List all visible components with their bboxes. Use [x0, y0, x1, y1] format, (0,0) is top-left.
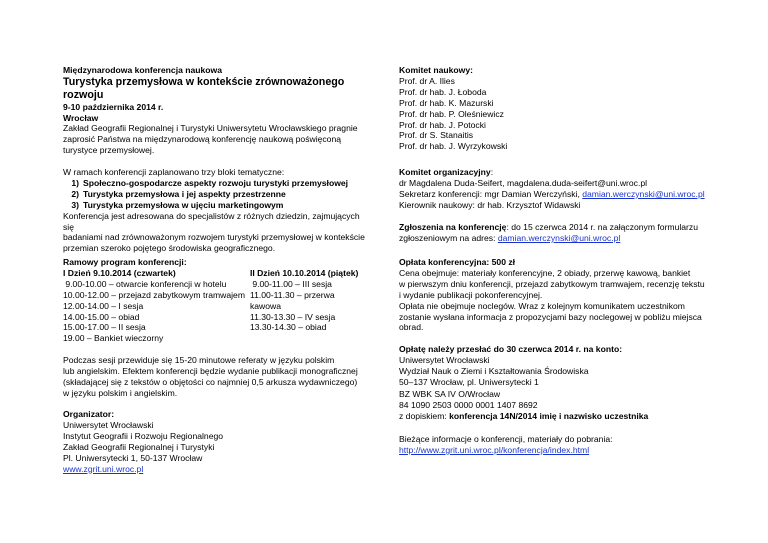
program-item: 9.00-10.00 – otwarcie konferencji w hotelu [63, 278, 227, 289]
thematic-block-item: 2) Turystyka przemysłowa i jej aspekty przestrzenne [71, 188, 286, 199]
organizer-line: Instytut Geografii i Rozwoju Regionalnego [63, 430, 224, 441]
program-item: 11.30-13.30 – IV sesja [249, 311, 336, 322]
registration-line: zgłoszeniowym na adres: damian.werczynski@uni.wroc.pl [399, 232, 621, 243]
intro-line: Zakład Geografii Regionalnej i Turystyki Uniwersytetu Wrocławskiego pragnie [63, 123, 358, 133]
thematic-blocks [63, 167, 368, 254]
fee-line: i wydanie publikacji pokonferencyjnej. [399, 289, 543, 300]
thematic-block-item: 1) Społeczno-gospodarcze aspekty rozwoju turystyki przemysłowej [71, 177, 349, 188]
committee-member: Prof. dr hab. J. Łoboda [399, 86, 487, 97]
registration-section [399, 222, 729, 244]
payment-line: Wydział Nauk o Ziemi i Kształtowania Środowiska [399, 365, 589, 376]
sessions-line: (składającej się z tekstów o objętości co najmniej 0,5 arkusza wydawniczego) [63, 376, 358, 387]
program-columns [63, 268, 368, 344]
program-section [63, 257, 368, 344]
payment-line: Uniwersytet Wrocławski [399, 354, 490, 365]
program-item: 9.00-11.00 – III sesja [249, 278, 332, 289]
fee-line: obrad. [399, 322, 424, 333]
committee-member: Prof. dr hab. P. Oleśniewicz [399, 108, 504, 119]
intro-paragraph [63, 123, 368, 156]
organizing-committee-heading: Komitet organizacyjny [399, 167, 491, 177]
conference-city: Wrocław [63, 112, 99, 123]
program-item: 12.00-14.00 – I sesja [63, 300, 144, 311]
day1-heading: I Dzień 9.10.2014 (czwartek) [63, 267, 176, 278]
organizer-line: Uniwersytet Wrocławski [63, 419, 154, 430]
conference-header [63, 65, 368, 124]
organizing-line: Kierownik naukowy: dr hab. Krzysztof Widawski [399, 199, 581, 210]
thematic-blocks-list [63, 178, 368, 211]
organizer-heading: Organizator: [63, 409, 115, 419]
thematic-blocks-intro: W ramach konferencji zaplanowano trzy bloki tematyczne: [63, 167, 285, 177]
intro-line: zaprosić Państwa na międzynarodową konferencję naukową poświęconą [63, 133, 342, 144]
committee-member: Prof. dr hab. K. Mazurski [399, 97, 494, 108]
fee-section [399, 257, 729, 333]
conference-type: Międzynarodowa konferencja naukowa [63, 65, 223, 75]
program-day2 [250, 268, 368, 344]
program-item: 14.00-15.00 – obiad [63, 311, 140, 322]
organizing-committee: Komitet organizacyjny: dr Magdalena Duda-Seifert, magdalena.duda-seifert@uni.wroc.pl Sekretarz konferencji: mgr Damian Werczyński, damian.werczynski@uni.wroc.pl Kierownik naukowy: dr hab. Krzysztof Widawski [399, 167, 729, 211]
conference-title: Turystyka przemysłowa w kontekście zrównoważonego rozwoju [63, 75, 345, 101]
info-text: Bieżące informacje o konferencji, materiały do pobrania: [399, 434, 613, 444]
bank-account: 84 1090 2503 0000 0001 1407 8692 [399, 399, 538, 410]
program-item: 11.00-11.30 – przerwa kawowa [249, 289, 335, 311]
fee-line: w pierwszym dniu konferencji, przejazd zabytkowym tramwajem, recenzję tekstu [399, 278, 705, 289]
organizer-section [63, 409, 368, 474]
fee-line: Cena obejmuje: materiały konferencyjne, 2 obiady, przerwę kawową, bankiet [399, 267, 691, 278]
intro-line: turystyce przemysłowej. [63, 144, 155, 155]
organizing-line: dr Magdalena Duda-Seifert, magdalena.duda-seifert@uni.wroc.pl [399, 177, 648, 188]
program-item: 13.30-14.30 – obiad [249, 322, 327, 333]
bank-details [399, 389, 729, 422]
fee-heading: Opłata konferencyjna: 500 zł [399, 257, 516, 267]
info-section [399, 434, 729, 456]
audience-line: przemian szeroko pojętego środowiska geograficznego. [63, 243, 276, 254]
program-item: 15.00-17.00 – II sesja [63, 322, 146, 333]
conference-dates: 9-10 października 2014 r. [63, 101, 164, 112]
audience-line: badaniami nad zrównoważonym rozwojem turystyki przemysłowej w kontekście [63, 232, 365, 243]
organizer-line: Pl. Uniwersytecki 1, 50-137 Wrocław [63, 452, 203, 463]
payment-line: 50–137 Wrocław, pl. Uniwersytecki 1 [399, 376, 539, 387]
payment-section [399, 344, 729, 388]
committee-member: Prof. dr S. Stanaitis [399, 130, 474, 141]
organizing-line: Sekretarz konferencji: mgr Damian Werczyński, damian.werczynski@uni.wroc.pl [399, 188, 705, 199]
sessions-paragraph [63, 355, 368, 399]
transfer-note: z dopiskiem: konferencja 14N/2014 imię i nazwisko uczestnika [399, 410, 649, 421]
sessions-line: w języku polskim i angielskim. [63, 387, 178, 398]
payment-heading: Opłatę należy przesłać do 30 czerwca 2014 r. na konto: [399, 344, 623, 354]
secretary-email-link[interactable]: damian.werczynski@uni.wroc.pl [582, 188, 705, 199]
program-item: 10.00-12.00 – przejazd zabytkowym tramwajem [63, 289, 245, 300]
scientific-committee [399, 65, 729, 152]
committee-member: Prof. dr hab. J. Potocki [399, 119, 486, 130]
fee-line: zostanie wysłana informacja z propozycjami bazy noclegowej w pobliżu miejsca [399, 311, 702, 322]
committee-member: Prof. dr A. Ilies [399, 75, 455, 86]
sessions-line: lub angielskim. Efektem konferencji będzie wydanie publikacji monograficznej [63, 365, 358, 376]
conference-page-link[interactable]: http://www.zgrit.uni.wroc.pl/konferencja/index.html [399, 444, 590, 455]
registration-label: Zgłoszenia na konferencję [399, 222, 507, 232]
program-heading: Ramowy program konferencji: [63, 257, 187, 267]
audience-line: Konferencja jest adresowana do specjalistów z różnych dziedzin, zajmujących się [63, 210, 360, 232]
bank-name: BZ WBK SA IV O/Wrocław [399, 389, 501, 399]
registration-line: Zgłoszenia na konferencję: do 15 czerwca 2014 r. na załączonym formularzu [399, 222, 698, 232]
organizer-website-link[interactable]: www.zgrit.uni.wroc.pl [63, 463, 144, 474]
thematic-block-item: 3) Turystyka przemysłowa w ujęciu marketingowym [71, 199, 284, 210]
scientific-committee-heading: Komitet naukowy: [399, 65, 474, 75]
committee-member: Prof. dr hab. J. Wyrzykowski [399, 141, 508, 152]
program-item: 19.00 – Bankiet wieczorny [63, 333, 164, 344]
sessions-line: Podczas sesji przewiduje się 15-20 minutowe referaty w języku polskim [63, 355, 335, 365]
day2-heading: II Dzień 10.10.2014 (piątek) [249, 267, 359, 278]
fee-line: Opłata nie obejmuje noclegów. Wraz z kolejnym komunikatem uczestnikom [399, 300, 685, 311]
organizer-line: Zakład Geografii Regionalnej i Turystyki [63, 441, 215, 452]
program-day1 [63, 268, 250, 344]
registration-email-link[interactable]: damian.werczynski@uni.wroc.pl [497, 232, 621, 243]
